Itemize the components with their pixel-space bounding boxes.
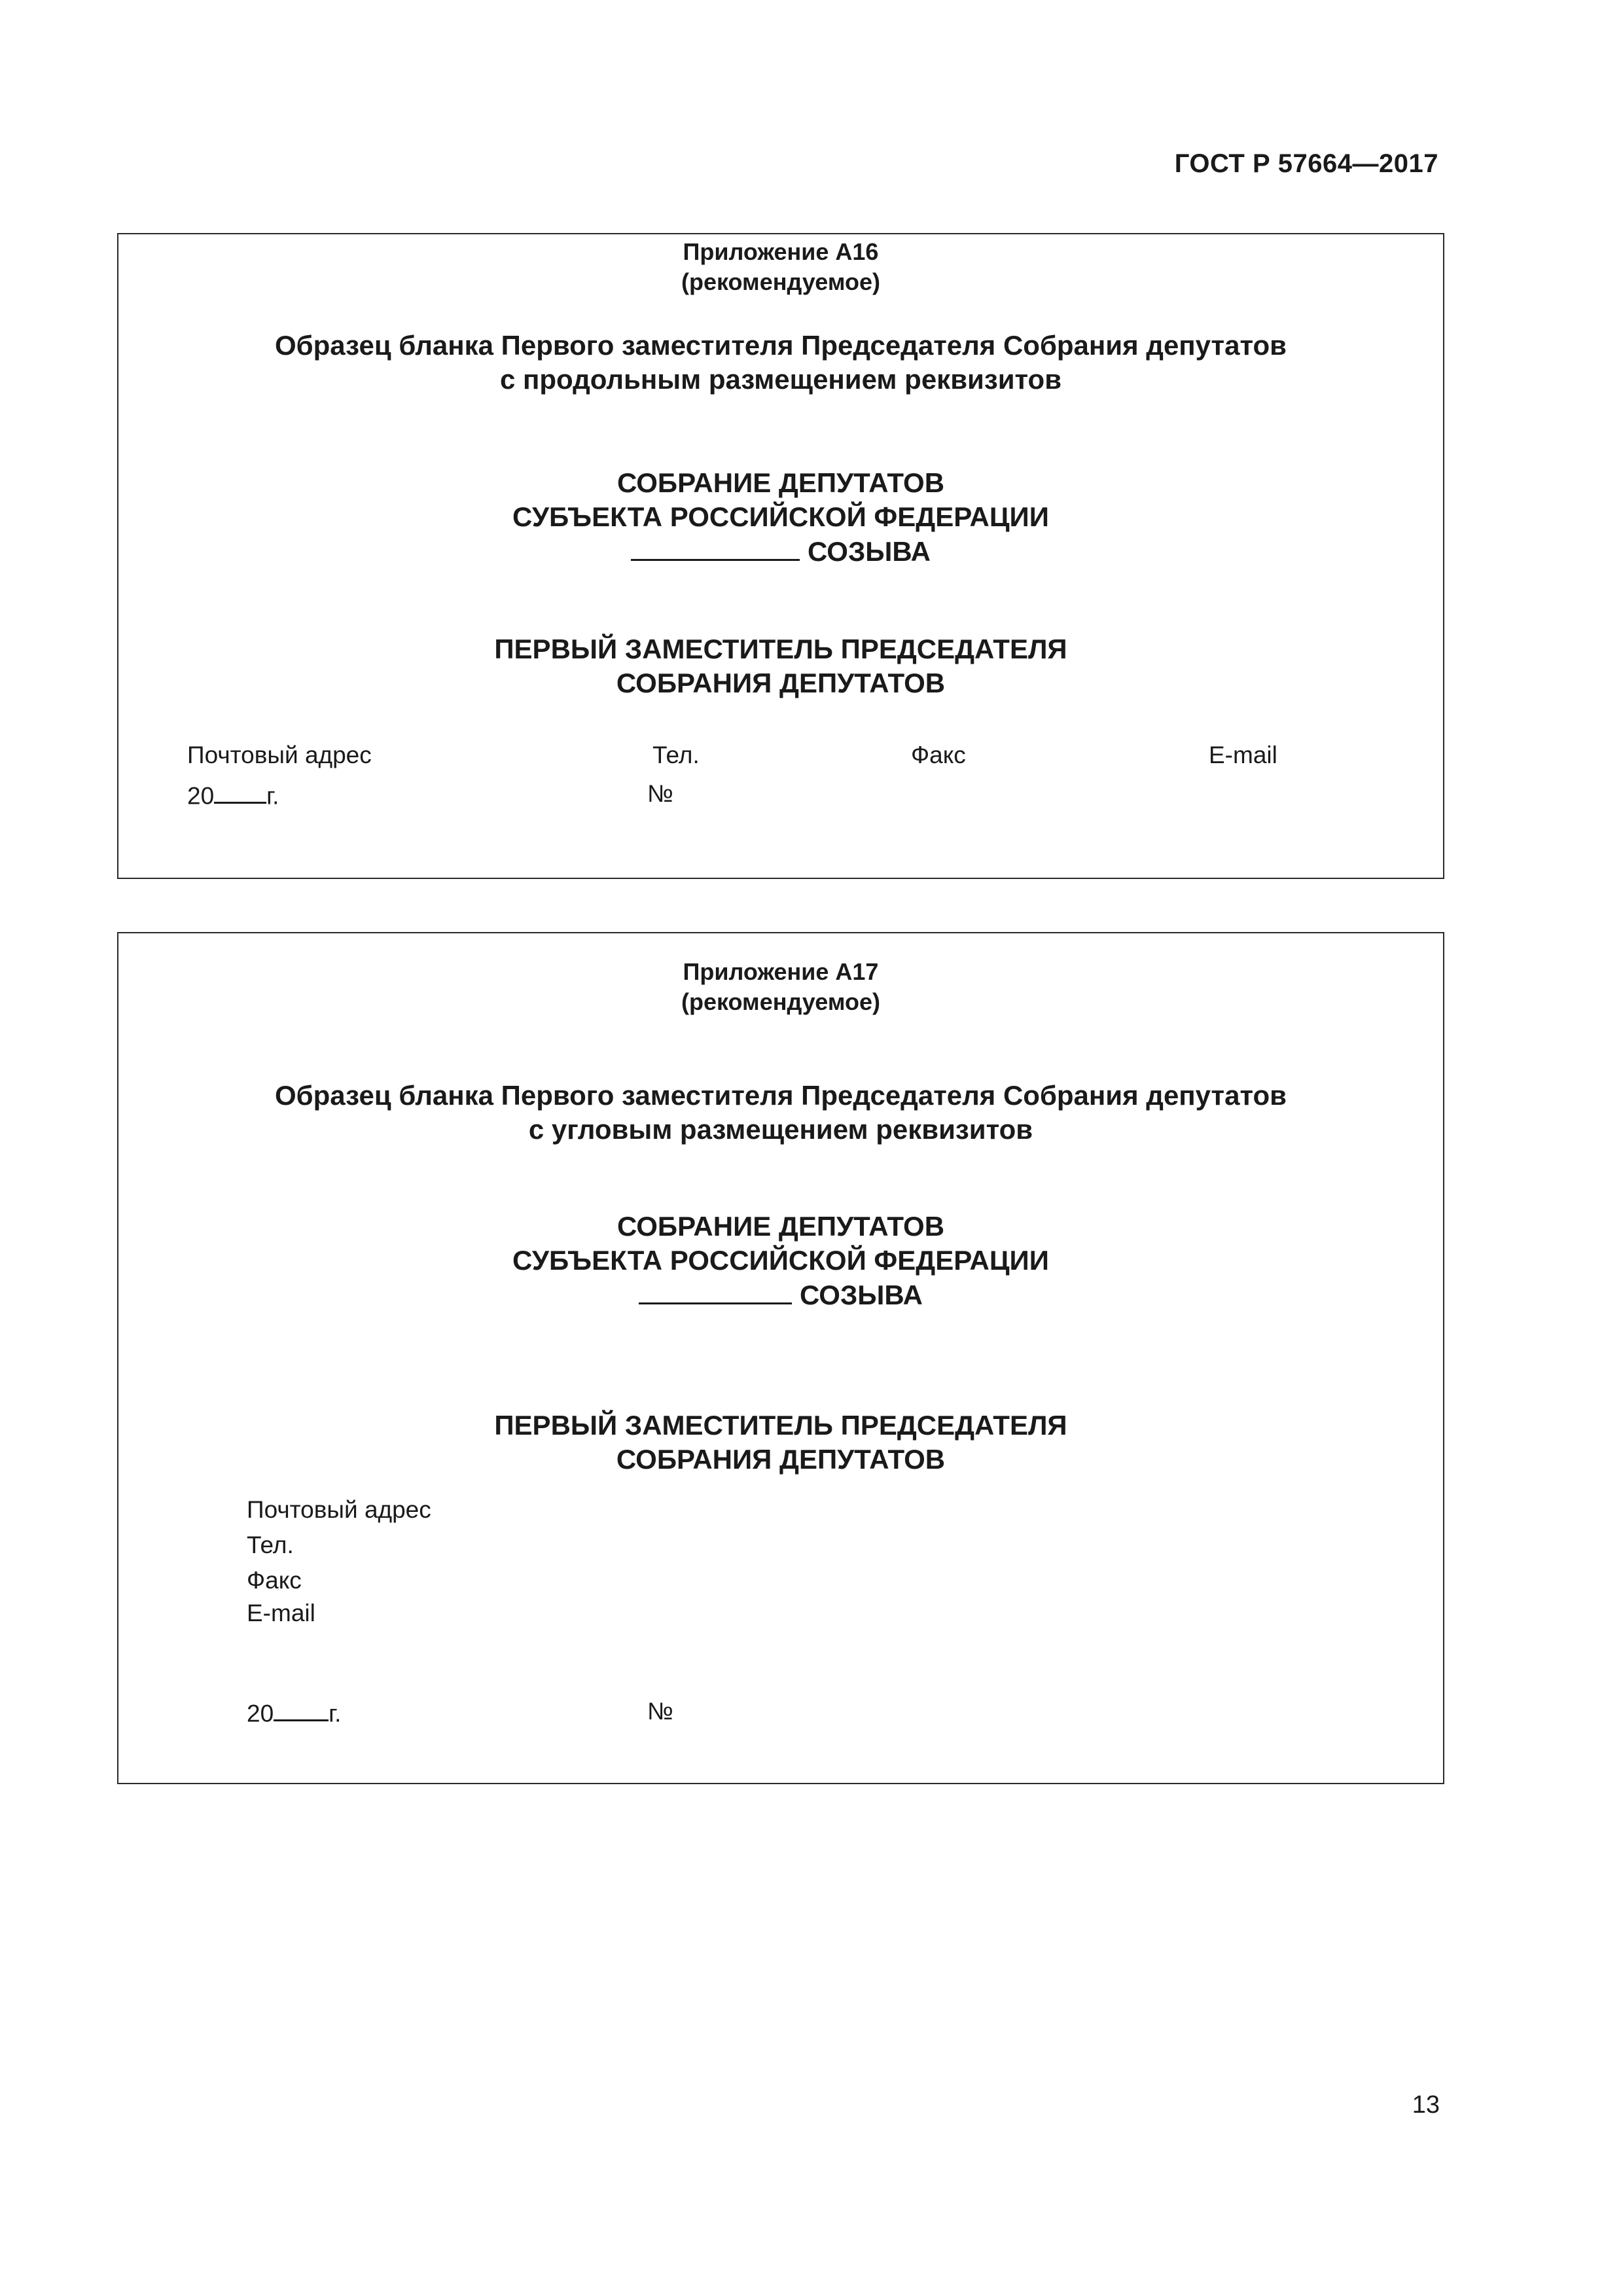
appendix-a17-position-line1: ПЕРВЫЙ ЗАМЕСТИТЕЛЬ ПРЕДСЕДАТЕЛЯ bbox=[494, 1410, 1067, 1441]
year-suffix: г. bbox=[266, 782, 279, 810]
appendix-a16-org-line3 bbox=[118, 534, 1443, 567]
appendix-a17-org-line1: СОБРАНИЕ ДЕПУТАТОВ bbox=[616, 1211, 945, 1242]
appendix-a16-postal-address: Почтовый адрес bbox=[187, 742, 372, 768]
appendix-a16-fax: Факс bbox=[911, 742, 966, 768]
convocation-blank-line bbox=[631, 534, 800, 561]
page-number: 13 bbox=[1412, 2091, 1440, 2119]
appendix-a16-number-sign: № bbox=[647, 780, 673, 807]
convocation-blank-line bbox=[639, 1278, 792, 1304]
appendix-a17-fax: Факс bbox=[247, 1567, 302, 1594]
convocation-label: СОЗЫВА bbox=[800, 1279, 923, 1310]
appendix-a16-email: E-mail bbox=[1209, 742, 1277, 768]
appendix-a16-label: Приложение А16 bbox=[683, 238, 879, 265]
appendix-a16-org-line2: СУБЪЕКТА РОССИЙСКОЙ ФЕДЕРАЦИИ bbox=[512, 501, 1049, 532]
appendix-a17-title-line2: с угловым размещением реквизитов bbox=[528, 1114, 1033, 1145]
convocation-label: СОЗЫВА bbox=[808, 535, 931, 567]
appendix-a17-email: E-mail bbox=[247, 1600, 315, 1626]
appendix-a17-frame bbox=[117, 932, 1444, 1784]
appendix-a17-label: Приложение А17 bbox=[683, 958, 879, 985]
appendix-a16-position-line2: СОБРАНИЯ ДЕПУТАТОВ bbox=[616, 668, 946, 698]
appendix-a17-date-field bbox=[247, 1698, 341, 1727]
appendix-a16-phone: Тел. bbox=[652, 742, 700, 768]
appendix-a17-number-sign: № bbox=[647, 1698, 673, 1725]
appendix-a16-org-line1: СОБРАНИЕ ДЕПУТАТОВ bbox=[616, 467, 945, 498]
appendix-a16-status: (рекомендуемое) bbox=[681, 268, 880, 295]
document-code-header: ГОСТ Р 57664—2017 bbox=[1174, 149, 1438, 178]
year-blank-line bbox=[214, 780, 266, 804]
appendix-a17-postal-address: Почтовый адрес bbox=[247, 1496, 431, 1523]
appendix-a17-phone: Тел. bbox=[247, 1532, 294, 1558]
appendix-a17-position-line2: СОБРАНИЯ ДЕПУТАТОВ bbox=[616, 1444, 946, 1475]
appendix-a16-frame bbox=[117, 233, 1444, 879]
appendix-a16-position-line1: ПЕРВЫЙ ЗАМЕСТИТЕЛЬ ПРЕДСЕДАТЕЛЯ bbox=[494, 634, 1067, 664]
appendix-a17-org-line2: СУБЪЕКТА РОССИЙСКОЙ ФЕДЕРАЦИИ bbox=[512, 1245, 1049, 1276]
appendix-a16-title-line2: с продольным размещением реквизитов bbox=[499, 364, 1062, 395]
appendix-a16-date-field bbox=[187, 780, 279, 810]
appendix-a16-title-line1: Образец бланка Первого заместителя Председателя Собрания депутатов bbox=[275, 330, 1287, 361]
appendix-a17-status: (рекомендуемое) bbox=[681, 988, 880, 1015]
appendix-a17-title-line1: Образец бланка Первого заместителя Председателя Собрания депутатов bbox=[275, 1080, 1287, 1111]
appendix-a17-org-line3 bbox=[118, 1278, 1443, 1311]
year-suffix: г. bbox=[329, 1700, 342, 1727]
year-prefix: 20 bbox=[247, 1700, 274, 1727]
year-prefix: 20 bbox=[187, 782, 215, 810]
year-blank-line bbox=[274, 1698, 329, 1721]
